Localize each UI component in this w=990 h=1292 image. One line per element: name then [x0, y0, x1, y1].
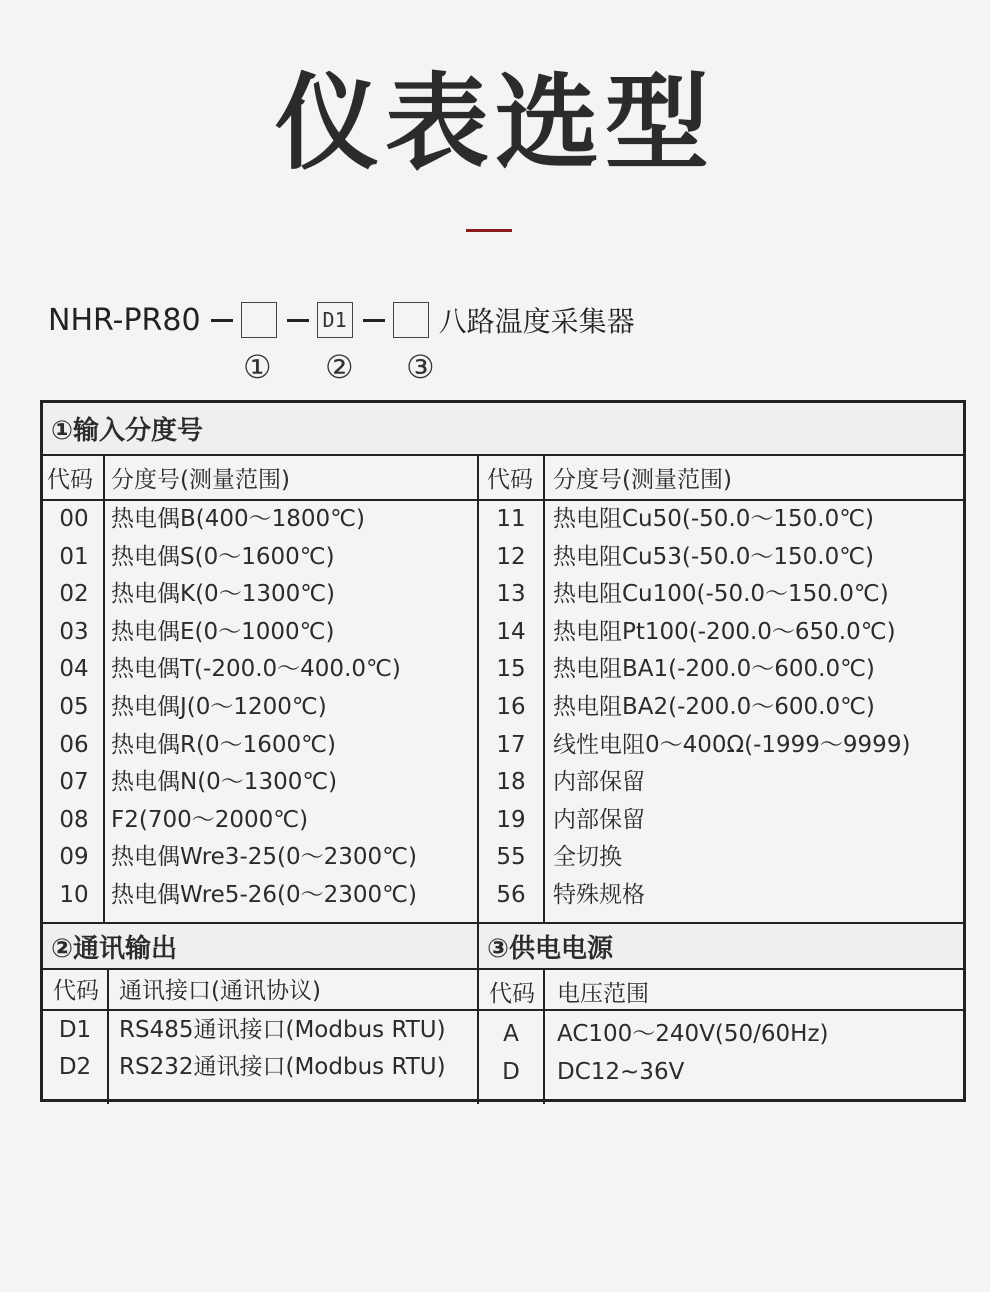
column-divider — [543, 454, 545, 922]
section1-right-desc-header: 分度号(测量范围) — [553, 467, 732, 493]
section3-row-desc: AC100～240V(50/60Hz) — [557, 1021, 829, 1047]
section3-title: ③供电电源 — [479, 924, 963, 968]
model-code-row — [48, 298, 635, 342]
section2-desc-header: 通讯接口(通讯协议) — [119, 978, 321, 1004]
section1-row-code: 01 — [59, 544, 89, 570]
section1-left-desc-header: 分度号(测量范围) — [111, 467, 290, 493]
section1-row-desc: 热电阻Cu100(-50.0～150.0℃) — [553, 581, 889, 607]
section1-row-code: 10 — [59, 882, 89, 908]
section1-row-code: 12 — [496, 544, 526, 570]
section1-row-desc: 内部保留 — [553, 807, 645, 833]
section1-row-desc: 热电偶R(0～1600℃) — [111, 732, 336, 758]
selection-table — [40, 400, 966, 1102]
section1-row-code: 02 — [59, 581, 89, 607]
section1-row-code: 19 — [496, 807, 526, 833]
model-prefix: NHR-PR80 — [48, 302, 201, 338]
section1-row-desc: 热电偶Wre5-26(0～2300℃) — [111, 882, 417, 908]
column-divider — [103, 454, 105, 922]
section1-row-code: 17 — [496, 732, 526, 758]
section1-row-code: 56 — [496, 882, 526, 908]
section1-row-code: 16 — [496, 694, 526, 720]
divider — [43, 454, 963, 456]
section1-row-desc: 热电偶K(0～1300℃) — [111, 581, 336, 607]
separator-dash — [211, 319, 233, 322]
slot-box-2: D1 — [317, 302, 353, 338]
section1-row-code: 14 — [496, 619, 526, 645]
section1-row-desc: 热电阻Cu50(-50.0～150.0℃) — [553, 506, 875, 532]
section3-row-desc: DC12~36V — [557, 1059, 685, 1085]
divider — [43, 1009, 963, 1011]
section3-row-code: D — [502, 1059, 520, 1085]
section2-row-code: D1 — [58, 1017, 92, 1043]
section1-row-code: 18 — [496, 769, 526, 795]
slot-box-3 — [393, 302, 429, 338]
section1-row-code: 55 — [496, 844, 526, 870]
section1-row-desc: 热电偶S(0～1600℃) — [111, 544, 335, 570]
section1-row-code: 13 — [496, 581, 526, 607]
divider — [43, 968, 963, 970]
section1-row-code: 11 — [496, 506, 526, 532]
section1-row-code: 08 — [59, 807, 89, 833]
divider — [43, 499, 963, 501]
section1-row-code: 07 — [59, 769, 89, 795]
slot-marker-1: ① — [243, 348, 272, 386]
column-divider — [107, 968, 109, 1104]
section2-code-header: 代码 — [53, 978, 99, 1004]
section1-row-desc: 热电阻Pt100(-200.0～650.0℃) — [553, 619, 896, 645]
section1-row-desc: 热电偶B(400～1800℃) — [111, 506, 365, 532]
section1-row-desc: 热电阻BA2(-200.0～600.0℃) — [553, 694, 875, 720]
section1-row-code: 00 — [59, 506, 89, 532]
section1-row-desc: 热电偶Wre3-25(0～2300℃) — [111, 844, 417, 870]
section3-code-header: 代码 — [489, 981, 535, 1007]
slot-box-1 — [241, 302, 277, 338]
section1-row-desc: 热电阻Cu53(-50.0～150.0℃) — [553, 544, 875, 570]
separator-dash — [287, 319, 309, 322]
section1-row-desc: 热电阻BA1(-200.0～600.0℃) — [553, 656, 875, 682]
section1-row-code: 09 — [59, 844, 89, 870]
section1-left-code-header: 代码 — [47, 467, 93, 493]
section2-title: ②通讯输出 — [43, 924, 477, 968]
model-suffix: 八路温度采集器 — [438, 305, 635, 338]
section1-row-code: 03 — [59, 619, 89, 645]
section1-row-desc: 线性电阻0～400Ω(-1999～9999) — [553, 732, 911, 758]
slot-marker-2: ② — [325, 348, 354, 386]
page-title: 仪表选型 — [274, 62, 715, 184]
section1-row-code: 05 — [59, 694, 89, 720]
section1-right-code-header: 代码 — [487, 467, 533, 493]
section1-row-desc: F2(700～2000℃) — [111, 807, 309, 833]
section3-row-code: A — [503, 1021, 519, 1047]
section1-row-code: 15 — [496, 656, 526, 682]
section2-row-desc: RS232通讯接口(Modbus RTU) — [119, 1054, 446, 1080]
section1-row-desc: 全切换 — [553, 844, 622, 870]
column-divider — [543, 968, 545, 1104]
section2-row-desc: RS485通讯接口(Modbus RTU) — [119, 1017, 446, 1043]
separator-dash — [363, 319, 385, 322]
section1-title: ①输入分度号 — [43, 403, 963, 453]
section1-row-desc: 特殊规格 — [553, 882, 645, 908]
section1-row-desc: 热电偶T(-200.0～400.0℃) — [111, 656, 401, 682]
section3-desc-header: 电压范围 — [557, 981, 649, 1007]
section2-row-code: D2 — [58, 1054, 92, 1080]
section1-row-desc: 热电偶J(0～1200℃) — [111, 694, 327, 720]
section1-row-desc: 热电偶E(0～1000℃) — [111, 619, 335, 645]
section1-row-desc: 热电偶N(0～1300℃) — [111, 769, 338, 795]
section1-row-code: 06 — [59, 732, 89, 758]
section1-row-code: 04 — [59, 656, 89, 682]
section1-row-desc: 内部保留 — [553, 769, 645, 795]
title-accent-line — [466, 229, 512, 232]
slot-marker-3: ③ — [406, 348, 435, 386]
